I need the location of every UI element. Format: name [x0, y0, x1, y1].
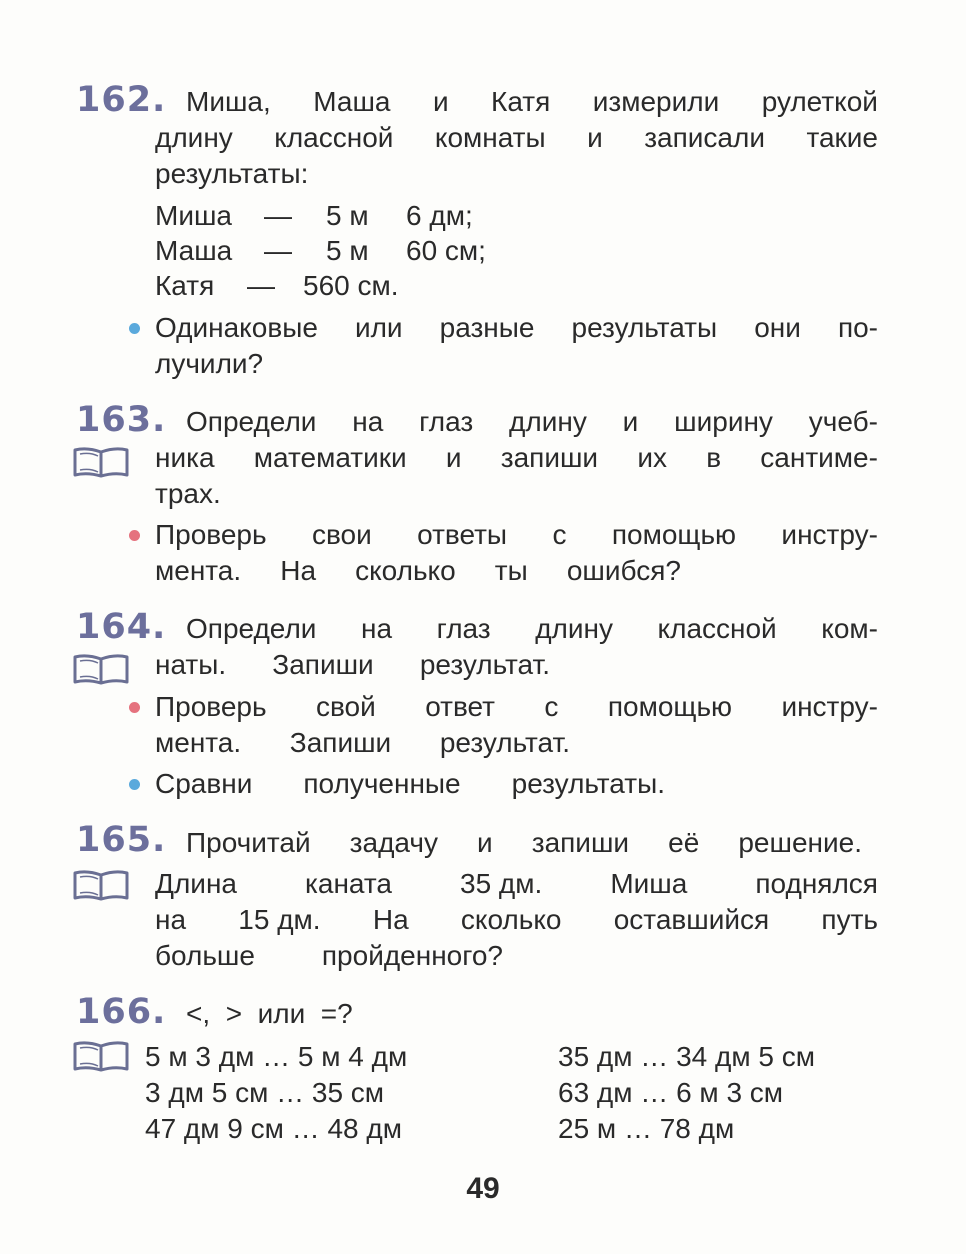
- task-163-line-1: Определи на глаз длину и ширину учеб-: [186, 406, 878, 437]
- open-book-icon: [72, 1040, 130, 1072]
- task-162-katya-dash: —: [247, 270, 275, 301]
- task-166-right-3: 25 м … 78 дм: [558, 1113, 735, 1144]
- task-162-masha-dash: —: [264, 235, 292, 266]
- task-162-misha-dm: 6 дм;: [406, 200, 473, 231]
- task-162-line-1: Миша, Маша и Катя измерили рулеткой: [186, 86, 878, 117]
- task-number-166: 166.: [76, 992, 167, 1032]
- task-163-line-2: ника математики и запиши их в сантиме-: [155, 442, 878, 473]
- bullet-dot-icon: [129, 702, 140, 713]
- open-book-icon: [72, 446, 130, 478]
- task-number-164: 164.: [76, 607, 167, 647]
- open-book-icon: [72, 653, 130, 685]
- task-162-misha-name: Миша: [155, 200, 232, 231]
- task-162-katya-cm: 560 см.: [303, 270, 399, 301]
- open-book-icon: [72, 869, 130, 901]
- task-162-masha-name: Маша: [155, 235, 233, 266]
- task-166-right-2: 63 дм … 6 м 3 см: [558, 1077, 784, 1108]
- task-162-misha-m: 5 м: [326, 200, 369, 231]
- task-165-line-4: больше пройденного?: [155, 940, 503, 971]
- task-164-check-line-2: мента. Запиши результат.: [155, 727, 570, 758]
- task-165-line-3: на 15 дм. На сколько оставшийся путь: [155, 904, 878, 935]
- task-164-check-line-1: Проверь свой ответ с помощью инстру-: [155, 691, 878, 722]
- bullet-dot-icon: [129, 779, 140, 790]
- task-162-katya-name: Катя: [155, 270, 215, 301]
- task-162-masha-cm: 60 см;: [406, 235, 486, 266]
- page-number: 49: [466, 1172, 500, 1205]
- task-162-question-line-1: Одинаковые или разные результаты они по-: [155, 312, 878, 343]
- task-162-line-2: длину классной комнаты и записали такие: [155, 122, 878, 153]
- task-166-right-1: 35 дм … 34 дм 5 см: [558, 1041, 815, 1072]
- task-162-masha-m: 5 м: [326, 235, 369, 266]
- task-164-compare-line: Сравни полученные результаты.: [155, 768, 665, 799]
- task-number-162: 162.: [76, 80, 167, 120]
- task-164-line-1: Определи на глаз длину классной ком-: [186, 613, 878, 644]
- task-163-check-line-1: Проверь свои ответы с помощью инстру-: [155, 519, 878, 550]
- bullet-dot-icon: [129, 323, 140, 334]
- task-166-left-3: 47 дм 9 см … 48 дм: [145, 1113, 402, 1144]
- task-162-question-line-2: лучили?: [155, 348, 264, 379]
- bullet-dot-icon: [129, 530, 140, 541]
- task-162-line-3: результаты:: [155, 158, 309, 189]
- task-166-left-2: 3 дм 5 см … 35 см: [145, 1077, 385, 1108]
- task-number-165: 165.: [76, 820, 167, 860]
- task-164-line-2: наты. Запиши результат.: [155, 649, 550, 680]
- task-163-line-3: трах.: [155, 478, 221, 509]
- task-166-prompt: <, > или =?: [186, 998, 353, 1029]
- task-number-163: 163.: [76, 400, 167, 440]
- task-166-left-1: 5 м 3 дм … 5 м 4 дм: [145, 1041, 408, 1072]
- task-162-misha-dash: —: [264, 200, 292, 231]
- task-165-line-2: Длина каната 35 дм. Миша поднялся: [155, 868, 878, 899]
- task-163-check-line-2: мента. На сколько ты ошибся?: [155, 555, 681, 586]
- task-165-line-1: Прочитай задачу и запиши её решение.: [186, 827, 862, 858]
